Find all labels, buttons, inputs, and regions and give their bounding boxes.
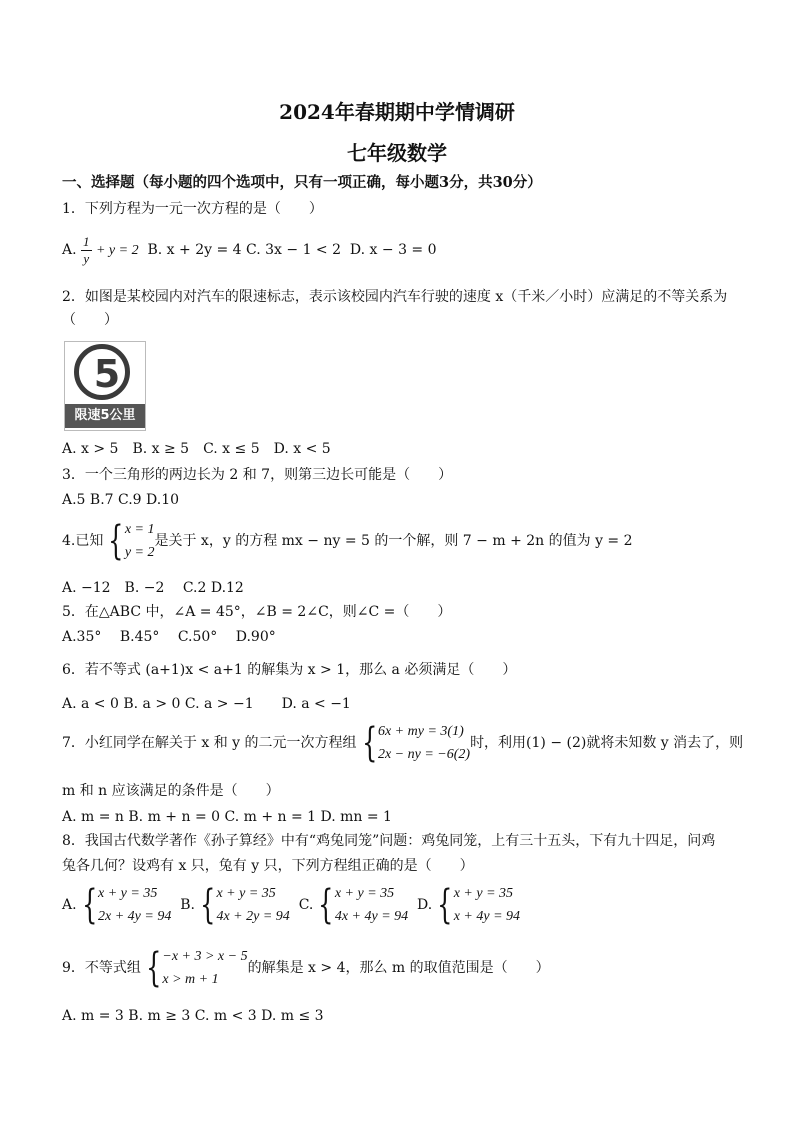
q1-option-d: D. x − 3 = 0 xyxy=(349,242,437,258)
q9-brace: { xyxy=(146,945,162,991)
q2-stem-line2: （ ） xyxy=(62,312,118,328)
section-heading: 一、选择题（每小题的四个选项中，只有一项正确，每小题3分，共30分） xyxy=(62,174,542,191)
q1-stem: 1．下列方程为一元一次方程的是（ ） xyxy=(62,201,323,217)
q7-suffix: 时，利用(1) − (2)就将未知数 y 消去了，则 xyxy=(470,735,744,751)
q9-stem xyxy=(62,945,550,991)
q8-d-eq1: x + y = 35 xyxy=(453,886,514,901)
q7-brace: { xyxy=(361,720,377,766)
q2-stem-line1: 2．如图是某校园内对汽车的限速标志，表示该校园内汽车行驶的速度 x（千米／小时）应满足的不等关系为 xyxy=(62,289,728,305)
q2-options: A. x > 5 B. x ≥ 5 C. x ≤ 5 D. x < 5 xyxy=(62,441,331,457)
q7-prefix: 7．小红同学在解关于 x 和 y 的二元一次方程组 xyxy=(62,735,357,751)
q8-a-eq1: x + y = 35 xyxy=(98,886,158,901)
q1-option-a-rest: + y = 2 xyxy=(95,243,139,258)
q7-eq2: 2x − ny = −6(2) xyxy=(377,747,471,762)
q8-option-b-label: B. xyxy=(180,897,195,913)
q5-stem: 5．在△ABC 中，∠A = 45°，∠B = 2∠C，则∠C =（ ） xyxy=(62,604,452,620)
q7-system xyxy=(357,720,471,766)
q7-eq1: 6x + my = 3(1) xyxy=(377,724,464,739)
q8-a-brace: { xyxy=(81,882,97,928)
q8-b-eq1: x + y = 35 xyxy=(216,886,276,901)
q6-options: A. a < 0 B. a > 0 C. a > −1 D. a < −1 xyxy=(62,696,351,712)
q8-b-brace: { xyxy=(200,882,216,928)
q7-options: A. m = n B. m + n = 0 C. m + n = 1 D. mn = 1 xyxy=(62,809,392,825)
q8-option-a-label: A. xyxy=(62,897,77,913)
q8-c-eq2: 4x + 4y = 94 xyxy=(334,909,409,924)
q3-options: A.5 B.7 C.9 D.10 xyxy=(62,492,180,508)
q9-prefix: 9．不等式组 xyxy=(62,960,141,976)
sign-label: 限速5公里 xyxy=(65,404,145,428)
page-title: 2024年春期期中学情调研 xyxy=(279,100,515,124)
q1-frac-num: 1 xyxy=(83,233,90,249)
q4-system xyxy=(103,518,154,564)
q1-option-b: B. x + 2y = 4 xyxy=(147,242,242,258)
q9-eq2: x > m + 1 xyxy=(162,972,219,987)
q4-prefix: 4.已知 xyxy=(62,533,104,549)
q1-options xyxy=(62,232,437,269)
q8-c-brace: { xyxy=(318,882,334,928)
q3-stem: 3．一个三角形的两边长为 2 和 7，则第三边长可能是（ ） xyxy=(62,467,453,483)
q8-option-d-label: D. xyxy=(417,897,433,913)
speed-limit-sign xyxy=(64,341,146,431)
q1-option-c: C. 3x − 1 < 2 xyxy=(246,242,342,258)
q1-option-a-fraction xyxy=(81,234,92,267)
q8-stem-line2: 兔各几何？设鸡有 x 只，兔有 y 只，下列方程组正确的是（ ） xyxy=(62,858,474,874)
q7-stem xyxy=(62,720,743,766)
q4-eq1: x = 1 xyxy=(124,522,155,537)
q4-options: A. −12 B. −2 C.2 D.12 xyxy=(62,580,244,596)
q9-eq1: −x + 3 > x − 5 xyxy=(162,949,248,964)
q5-options: A.35° B.45° C.50° D.90° xyxy=(62,629,276,645)
q6-stem: 6．若不等式 (a+1)x < a+1 的解集为 x > 1，那么 a 必须满足（ ） xyxy=(62,662,517,678)
q8-d-brace: { xyxy=(437,882,453,928)
q9-options: A. m = 3 B. m ≥ 3 C. m < 3 D. m ≤ 3 xyxy=(62,1008,324,1024)
q8-d-eq2: x + 4y = 94 xyxy=(453,909,521,924)
q4-eq2: y = 2 xyxy=(124,545,155,560)
sign-number: 5 xyxy=(93,352,121,396)
q8-stem-line1: 8．我国古代数学著作《孙子算经》中有“鸡兔同笼”问题：鸡兔同笼，上有三十五头，下有九十四足，问鸡 xyxy=(62,833,716,849)
q7-stem-line2: m 和 n 应该满足的条件是（ ） xyxy=(62,783,280,799)
q8-option-c-label: C. xyxy=(298,897,314,913)
q8-c-eq1: x + y = 35 xyxy=(334,886,395,901)
q1-frac-den: y xyxy=(83,250,90,266)
q4-brace: { xyxy=(108,518,124,564)
q8-a-eq2: 2x + 4y = 94 xyxy=(98,909,172,924)
q9-system xyxy=(141,945,248,991)
q8-b-eq2: 4x + 2y = 94 xyxy=(216,909,290,924)
q9-suffix: 的解集是 x > 4，那么 m 的取值范围是（ ） xyxy=(247,960,550,976)
q4-stem xyxy=(62,518,633,564)
page-subtitle: 七年级数学 xyxy=(347,141,447,165)
q4-suffix: 是关于 x，y 的方程 mx − ny = 5 的一个解，则 7 − m + 2n 的值为 y = 2 xyxy=(154,533,633,549)
q8-options xyxy=(62,882,520,928)
q1-option-a-label: A. xyxy=(62,242,77,258)
sign-circle xyxy=(74,344,130,400)
